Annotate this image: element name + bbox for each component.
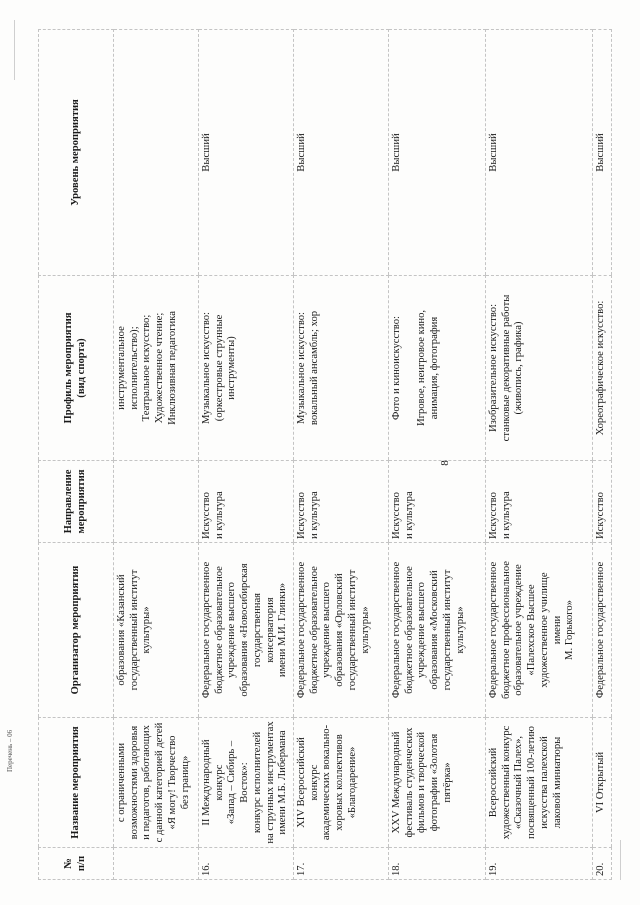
table-row (486, 30, 593, 880)
row-direction (114, 461, 199, 543)
row-name: XIV Всероссийский конкурс академических вокально- хоровых коллективов «Благодарение» (294, 718, 389, 848)
row-name: Всероссийский художественный конкурс «Сказочный Палех», посвященный 100-летию искусства палехской лаковой миниатюры (486, 718, 593, 848)
row-organizer: Федеральное государственное бюджетное образовательное учреждение высшего образования «Орловский государственный институт культуры» (294, 543, 389, 718)
row-num: 17. (294, 848, 389, 880)
row-profile: Музыкальное искусство: (оркестровые струнные инструменты) (199, 276, 294, 461)
row-level: Высший (593, 30, 612, 276)
header-direction: Направление мероприятия (39, 461, 114, 543)
table-row (199, 30, 294, 880)
events-table (38, 29, 612, 880)
row-direction: Искусство и культура (389, 461, 486, 543)
row-num: 18. (389, 848, 486, 880)
header-level: Уровень мероприятия (39, 30, 114, 276)
row-organizer: Федеральное государственное бюджетное образовательное учреждение высшего образования «Московский государственный институт культуры» (389, 543, 486, 718)
row-level: Высший (389, 30, 486, 276)
row-num: 20. (593, 848, 612, 880)
footer-note: Перечень – 06 (6, 729, 14, 772)
table-row (114, 30, 199, 880)
table-row (593, 30, 612, 880)
row-direction: Искусство и культура (294, 461, 389, 543)
row-profile: Хореографическое искусство: (593, 276, 612, 461)
row-profile: инструментальное исполнительство); Театральное искусство; Художественное чтение; Инклюзивная педагогика (114, 276, 199, 461)
row-name: с ограниченными возможностями здоровья и педагогов, работающих с данной категорией детей «Я могу! Творчество без границ» (114, 718, 199, 848)
row-organizer: Федеральное государственное бюджетное профессиональное образовательное учреждение «Палехское Высшее художественное училище имени М. Горького» (486, 543, 593, 718)
row-level (114, 30, 199, 276)
row-profile: Музыкальное искусство: вокальный ансамбль; хор (294, 276, 389, 461)
header-num: № п/п (39, 848, 114, 880)
row-level: Высший (294, 30, 389, 276)
row-level: Высший (486, 30, 593, 276)
scan-speck (620, 840, 621, 880)
row-name: II Международный конкурс «Запад – Сибирь – Восток»: конкурс исполнителей на струнных инструментах имени М.Б. Либермана (199, 718, 294, 848)
header-profile: Профиль мероприятия (вид спорта) (39, 276, 114, 461)
row-organizer: образования «Казанский государственный институт культуры» (114, 543, 199, 718)
row-num: 19. (486, 848, 593, 880)
rotated-table-container (38, 30, 606, 880)
row-num: 16. (199, 848, 294, 880)
row-profile: Фото и киноискусство: Игровое, неигровое кино, анимация, фотография (389, 276, 486, 461)
row-organizer: Федеральное государственное (593, 543, 612, 718)
row-name: XXV Международный фестиваль студенческих фильмов и творческой фотографии «Золотая пятёрка» (389, 718, 486, 848)
table-row (389, 30, 486, 880)
row-num (114, 848, 199, 880)
row-organizer: Федеральное государственное бюджетное образовательное учреждение высшего образования «Новосибирская государственная консерватория имени М.И. Глинки» (199, 543, 294, 718)
table-row (294, 30, 389, 880)
table-header-row (39, 30, 114, 880)
row-profile: Изобразительное искусство: станковые декоративные работы (живопись, графика) (486, 276, 593, 461)
row-direction: Искусство и культура (199, 461, 294, 543)
header-name: Название мероприятия (39, 718, 114, 848)
row-level: Высший (199, 30, 294, 276)
scan-speck (14, 20, 15, 80)
row-direction: Искусство (593, 461, 612, 543)
page-number: 8 (438, 460, 451, 466)
row-direction: Искусство и культура (486, 461, 593, 543)
row-name: VI Открытый (593, 718, 612, 848)
header-organizer: Организатор мероприятия (39, 543, 114, 718)
